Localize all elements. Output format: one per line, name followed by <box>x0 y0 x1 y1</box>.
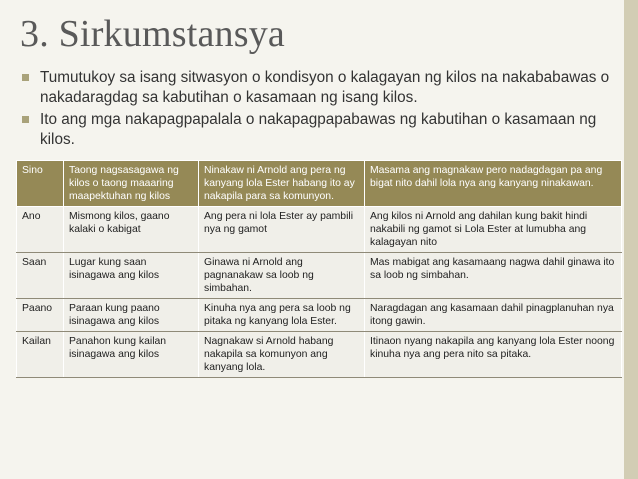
table-row <box>17 299 622 332</box>
bullet-text: Tumutukoy sa isang sitwasyon o kondisyon o kalagayan ng kilos na nakababawas o nakadaragdag sa kabutihan o kasamaan ng isang kilos. <box>40 69 610 106</box>
table-cell: Masama ang magnakaw pero nadagdagan pa ang bigat nito dahil lola nya ang kanyang ninakawan. <box>365 161 622 207</box>
table-cell: Ninakaw ni Arnold ang pera ng kanyang lola Ester habang ito ay nakapila para sa komunyon. <box>199 161 365 207</box>
table-row <box>17 161 622 207</box>
table-cell: Saan <box>17 253 64 299</box>
bullet-item <box>22 110 612 150</box>
table-cell: Naragdagan ang kasamaan dahil pinagplanuhan nya itong gawin. <box>365 299 622 332</box>
table-row <box>17 253 622 299</box>
square-bullet-icon <box>22 116 29 123</box>
table-cell: Ginawa ni Arnold ang pagnanakaw sa loob ng simbahan. <box>199 253 365 299</box>
slide-title: 3. Sirkumstansya <box>20 13 285 55</box>
table-cell: Itinaon nyang nakapila ang kanyang lola Ester noong kinuha nya ang pera nito sa pitaka. <box>365 332 622 378</box>
table-cell: Panahon kung kailan isinagawa ang kilos <box>64 332 199 378</box>
table-cell: Paano <box>17 299 64 332</box>
table-row <box>17 207 622 253</box>
square-bullet-icon <box>22 74 29 81</box>
table-cell: Kinuha nya ang pera sa loob ng pitaka ng kanyang lola Ester. <box>199 299 365 332</box>
table-cell: Kailan <box>17 332 64 378</box>
table-cell: Ang kilos ni Arnold ang dahilan kung bakit hindi nakabili ng gamot si Lola Ester at lumubha ang kalagayan nito <box>365 207 622 253</box>
table-cell: Paraan kung paano isinagawa ang kilos <box>64 299 199 332</box>
accent-sidebar <box>624 0 638 479</box>
circumstance-table <box>16 160 622 378</box>
table-cell: Mismong kilos, gaano kalaki o kabigat <box>64 207 199 253</box>
bullet-list <box>22 68 612 152</box>
bullet-text: Ito ang mga nakapagpapalala o nakapagpapabawas ng kabutihan o kasamaan ng kilos. <box>40 111 597 148</box>
table-cell: Sino <box>17 161 64 207</box>
table-row <box>17 332 622 378</box>
table-cell: Mas mabigat ang kasamaang nagwa dahil ginawa ito sa loob ng simbahan. <box>365 253 622 299</box>
table-cell: Taong nagsasagawa ng kilos o taong maaaring maapektuhan ng kilos <box>64 161 199 207</box>
table-cell: Lugar kung saan isinagawa ang kilos <box>64 253 199 299</box>
bullet-item <box>22 68 612 108</box>
table-cell: Ano <box>17 207 64 253</box>
table-cell: Ang pera ni lola Ester ay pambili nya ng gamot <box>199 207 365 253</box>
table-cell: Nagnakaw si Arnold habang nakapila sa komunyon ang kanyang lola. <box>199 332 365 378</box>
